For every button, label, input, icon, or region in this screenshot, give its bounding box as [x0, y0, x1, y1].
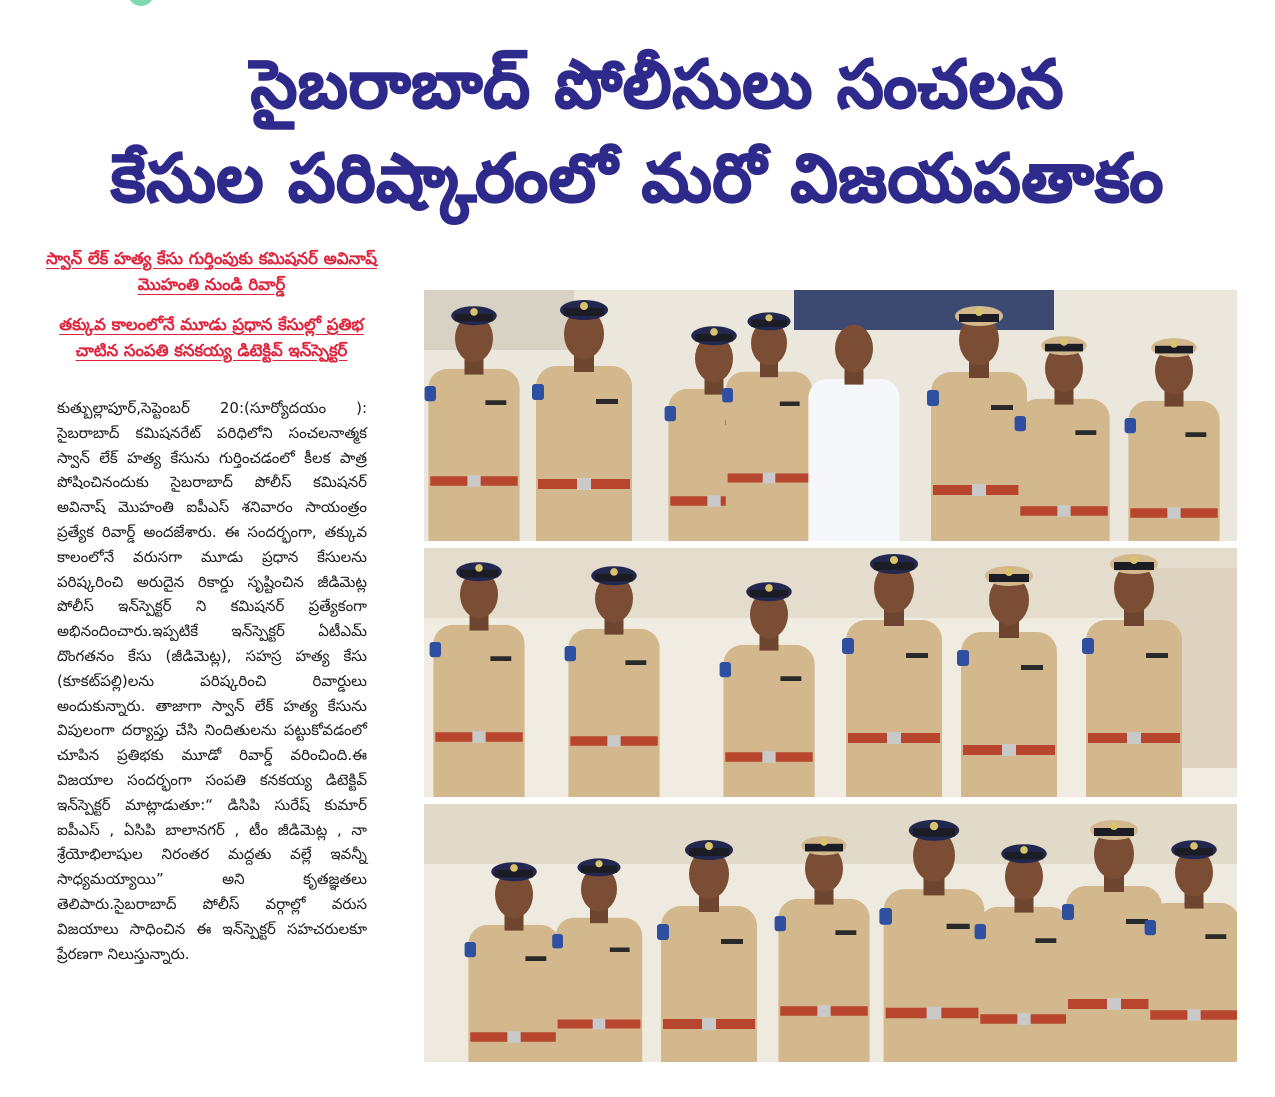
- photo-officers-closeup: [424, 804, 1237, 1062]
- subheadline-reward-text: స్వాన్ లేక్ హత్య కేసు గుర్తింపుకు కమిషనర్ అవినాష్ మొహంతి నుండి రివార్డ్: [46, 249, 377, 294]
- photo-group-ceremony: [424, 290, 1237, 541]
- subheadline-reward: [44, 246, 379, 298]
- photo-officers-standing: [424, 548, 1237, 797]
- subheadline-inspector-text: తక్కువ కాలంలోనే మూడు ప్రధాన కేసుల్లో ప్రతిభ చాటిన సంపతి కనకయ్య డిటెక్టివ్ ఇన్‌స్పెక్టర్: [59, 315, 364, 360]
- article-body: కుత్బుల్లాపూర్,సెప్టెంబర్ 20:(సూర్యోదయం ): సైబరాబాద్ కమిషనరేట్ పరిధిలోని సంచలనాత్మక స్వాన్ లేక్ హత్య కేసును గుర్తించడంలో కీలక పాత్ర పోషించినందుకు సైబరాబాద్ పోలీస్ కమిషనర్ అవినాష్ మొహంతి ఐపీఎస్ శనివారం సాయంత్రం ప్రత్యేక రివార్డ్ అందజేశారు. ఈ సందర్భంగా, తక్కువ కాలంలోనే వరుసగా మూడు ప్రధాన కేసులను పరిష్కరించి అరుదైన రికార్డు సృష్టించిన జీడిమెట్ల పోలీస్ ఇన్‌స్పెక్టర్ ని కమిషనర్ ప్రత్యేకంగా అభినందించారు.ఇప్పటికే ఇన్‌స్పెక్టర్ ఏటీఎమ్ దొంగతనం కేసు (జీడిమెట్ల), సహస్ర హత్య కేసు (కూకట్‌పల్లి)లను పరిష్కరించి రివార్డులు అందుకున్నారు. తాజాగా స్వాన్ లేక్ హత్య కేసును విపులంగా దర్యాప్తు చేసి నిందితులను పట్టుకోవడంలో చూపిన ప్రతిభకు మూడో రివార్డ్ వరించింది.ఈ విజయాల సందర్భంగా సంపతి కనకయ్య డిటెక్టివ్ ఇన్‌స్పెక్టర్ మాట్లాడుతూ:“ డిసిపి సురేష్ కుమార్ ఐపీఎస్ , ఏసిపి బాలానగర్ , టీం జీడిమెట్ల , నా శ్రేయోభిలాషుల నిరంతర మద్దతు వల్లే ఇవన్నీ సాధ్యమయ్యాయి” అని కృతజ్ఞతలు తెలిపారు.సైబరాబాద్ పోలీస్ వర్గాల్లో వరుస విజయాలు సాధించిన ఈ ఇన్‌స్పెక్టర్ సహచరులకూ ప్రేరణగా నిలుస్తున్నారు.: [57, 399, 367, 963]
- headline-line-1: సైబరాబాద్ పోలీసులు సంచలన: [250, 46, 1065, 123]
- top-logo-fragment: [128, 0, 154, 6]
- subheadline-inspector: [44, 312, 379, 364]
- headline-line-2: కేసుల పరిష్కారంలో మరో విజయపతాకం: [110, 140, 1165, 217]
